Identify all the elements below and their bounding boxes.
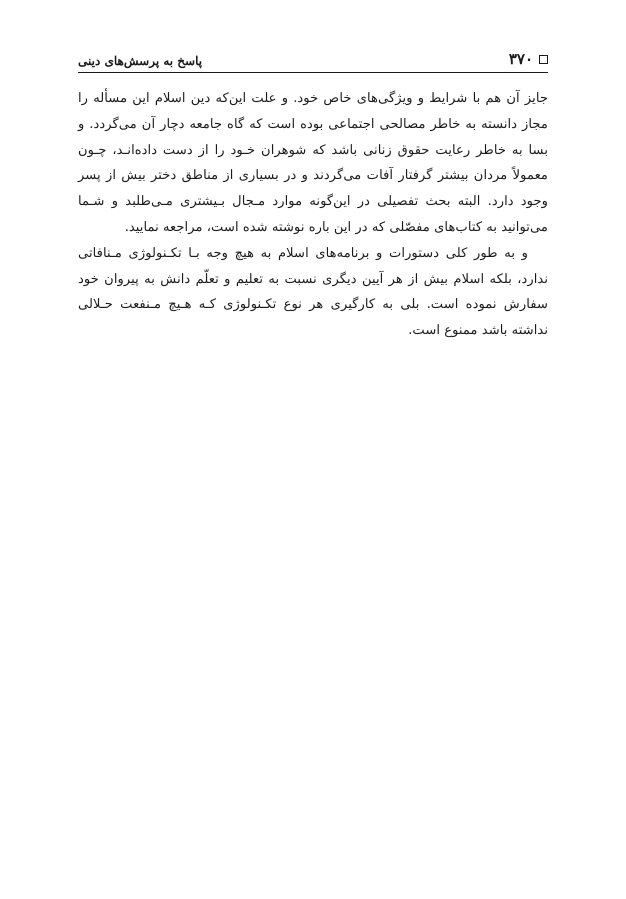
- body-text: [78, 86, 548, 344]
- square-bullet-icon: [539, 55, 548, 64]
- paragraph: و به طور کلی دستورات و برنامه‌های اسلام به هیچ وجه بـا تکـنولوژی مـنافاتی ندارد، بلکه اسلام بیش از هر آیین دیگری نسبت به تعلیم و تعلّم دانش به پیروان خود سفارش نموده است. بلی به کارگیری هر نوع تکـنولوژی کـه هـیچ مـنفعت حـلالی نداشته باشد ممنوع است.: [78, 245, 548, 339]
- page-number: ۳۷۰: [508, 50, 533, 68]
- page-number-group: [509, 50, 548, 68]
- running-title: پاسخ به پرسش‌های دینی: [78, 54, 203, 68]
- page-header: [78, 46, 548, 68]
- header-divider: [78, 72, 548, 73]
- paragraph: جایز آن هم با شرایط و ویژگی‌های خاص خود. و علت این‌که دین اسلام این مسأله را مجاز دانسته به خاطر مصالحی اجتماعی بوده است که گاه جامعه دچار آن می‌گردد. و بسا به خاطر رعایت حقوق زنانی باشد که شوهران خـود را از دست داده‌انـد، چـون معمولاً مردان بیشتر گرفتار آفات می‌گردند و در بسیاری از مناطق دختر بیش از پسر وجود دارد. البته بحث تفصیلی در این‌گونه موارد مـجال بـیشتری مـی‌طلبد و شـما می‌توانید به کتاب‌های مفصّلی که در این باره نوشته شده است، مراجعه نمایید.: [78, 91, 548, 235]
